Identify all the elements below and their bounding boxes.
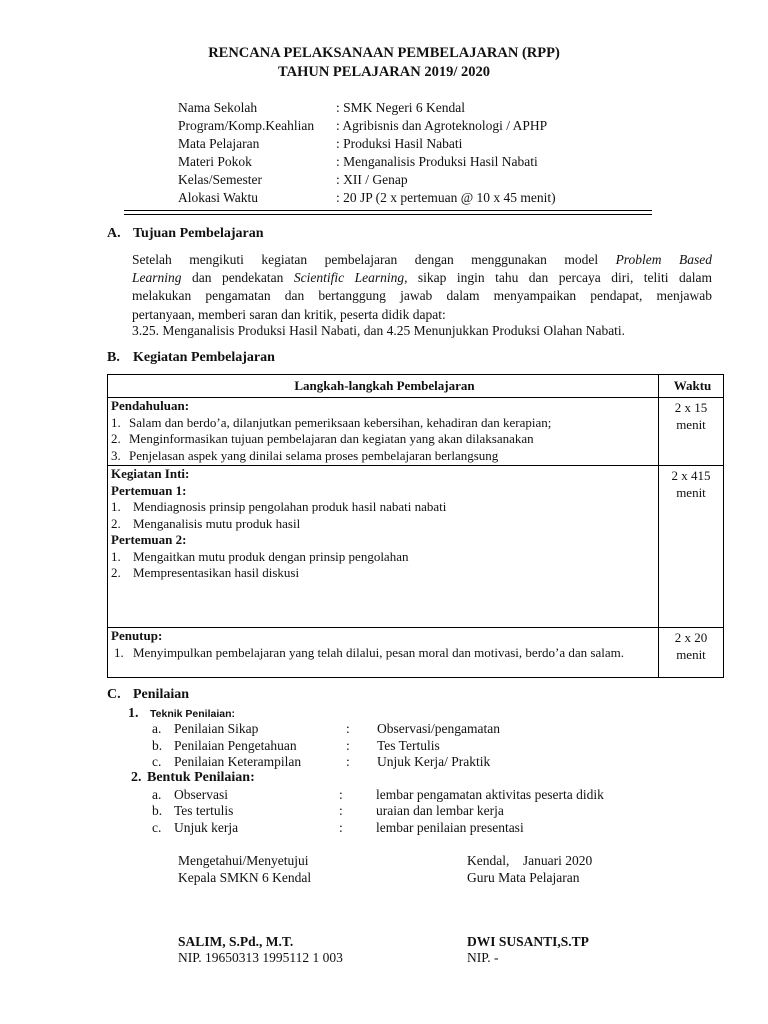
list-item (111, 645, 658, 662)
section-b-heading (107, 350, 275, 366)
item-separator: : (339, 787, 343, 802)
principal-name: SALIM, S.Pd., M.T. (178, 934, 294, 949)
item-separator: : (339, 803, 343, 818)
item-text: Mendiagnosis prinsip pengolahan produk hasil nabati nabati (133, 499, 447, 514)
column-header-time: Waktu (659, 375, 724, 398)
text-italic: Problem Based (615, 252, 713, 267)
item-number: 2. (111, 565, 121, 580)
item-text: Menganalisis mutu produk hasil (133, 515, 301, 531)
item-label: Penilaian Pengetahuan (174, 738, 297, 753)
time-unit: menit (676, 485, 706, 500)
principal-title: Kepala SMKN 6 Kendal (178, 870, 312, 885)
activities-table (107, 374, 724, 678)
item-letter: b. (152, 803, 163, 818)
place-date: Kendal, Januari 2020 (467, 853, 593, 868)
table-header-row (108, 375, 724, 398)
item-value: lembar pengamatan aktivitas peserta didik (376, 787, 604, 802)
identity-value: : XII / Genap (336, 172, 408, 187)
list-item (111, 549, 658, 566)
item-label: Unjuk kerja (174, 820, 239, 835)
assessment-form-item (152, 787, 604, 803)
text-italic: Scientific Learning, (293, 270, 408, 286)
steps-cell (108, 628, 659, 678)
approval-label: Mengetahui/Menyetujui (178, 853, 309, 868)
section-title: Penilaian (133, 687, 190, 702)
item-value: Unjuk Kerja/ Praktik (377, 754, 491, 769)
list-item (111, 415, 658, 432)
item-letter: a. (152, 787, 162, 802)
item-text: Penjelasan aspek yang dinilai selama proses pembelajaran berlangsung (129, 447, 499, 463)
column-header-steps: Langkah-langkah Pembelajaran (108, 375, 659, 398)
section-title: Kegiatan Pembelajaran (133, 350, 275, 365)
list-item (111, 431, 658, 448)
objective-paragraph (132, 251, 712, 324)
list-item (111, 499, 658, 516)
item-number: 1. (111, 548, 121, 564)
item-text: Menginformasikan tujuan pembelajaran dan kegiatan yang akan dilaksanakan (129, 431, 534, 446)
identity-label: Mata Pelajaran (178, 136, 260, 151)
subsection-title: Teknik Penilaian: (150, 708, 235, 720)
text-italic: Learning (132, 270, 182, 286)
teacher-title: Guru Mata Pelajaran (467, 870, 580, 885)
teacher-name: DWI SUSANTI,S.TP (467, 934, 589, 949)
time-cell (659, 628, 724, 678)
item-value: Tes Tertulis (377, 738, 440, 753)
item-value: uraian dan lembar kerja (376, 803, 504, 818)
identity-row-time (178, 189, 556, 207)
time-cell (659, 466, 724, 628)
item-letter: b. (152, 738, 163, 753)
meeting-heading: Pertemuan 2: (111, 532, 187, 547)
identity-label: Program/Komp.Keahlian (178, 118, 315, 133)
identity-value: : SMK Negeri 6 Kendal (336, 100, 465, 115)
item-number: 1. (111, 499, 121, 514)
section-letter: B. (107, 350, 120, 365)
list-item (111, 565, 658, 582)
identity-row-subject (178, 135, 462, 153)
objective-line-2 (132, 269, 712, 287)
item-text: Mempresentasikan hasil diskusi (133, 565, 300, 580)
item-separator: : (346, 754, 350, 769)
table-row-pendahuluan (108, 398, 724, 466)
assessment-item (152, 754, 490, 770)
item-number: 1. (114, 644, 124, 660)
objective-line-3: melakukan pengamatan dan bertanggung jawab dalam menyampaikan pendapat, menjawab (132, 288, 712, 304)
identity-row-school (178, 99, 465, 117)
identity-row-class (178, 171, 408, 189)
objective-line-4: pertanyaan, memberi saran dan kritik, peserta didik dapat: (132, 306, 446, 322)
time-unit: menit (676, 647, 706, 662)
assessment-form-item (152, 803, 504, 819)
identity-value: : Agribisnis dan Agroteknologi / APHP (336, 118, 548, 133)
identity-value: : 20 JP (2 x pertemuan @ 10 x 45 menit) (336, 190, 556, 205)
steps-cell (108, 466, 659, 628)
list-item (111, 516, 658, 533)
teacher-nip: NIP. - (467, 950, 499, 965)
table-row-penutup (108, 628, 724, 678)
divider-rule-top (124, 210, 652, 211)
identity-label: Materi Pokok (178, 154, 252, 169)
objective-line-1 (132, 251, 712, 269)
time-value: 2 x 15 (674, 400, 708, 415)
item-number: 1. (128, 706, 139, 721)
divider-rule-bottom (124, 214, 652, 215)
item-label: Penilaian Keterampilan (174, 754, 302, 769)
identity-value: : Produksi Hasil Nabati (336, 136, 463, 151)
item-separator: : (339, 820, 343, 835)
identity-row-topic (178, 153, 538, 171)
item-number: 2. (111, 431, 121, 446)
subsection-title: Bentuk Penilaian: (147, 770, 255, 785)
row-heading: Kegiatan Inti: (111, 466, 190, 481)
item-value: Observasi/pengamatan (377, 721, 500, 736)
time-value: 2 x 415 (671, 468, 711, 483)
item-label: Observasi (174, 787, 228, 802)
item-value: lembar penilaian presentasi (376, 820, 524, 835)
assessment-form-item (152, 820, 524, 836)
list-item (111, 448, 658, 465)
item-number: 2. (111, 515, 121, 531)
time-unit: menit (676, 417, 706, 432)
item-number: 1. (111, 414, 121, 430)
document-title: RENCANA PELAKSANAAN PEMBELAJARAN (RPP) (208, 45, 560, 61)
item-letter: a. (152, 721, 162, 736)
steps-cell (108, 398, 659, 466)
assessment-item (152, 738, 440, 754)
time-cell (659, 398, 724, 466)
identity-value: : Menganalisis Produksi Hasil Nabati (336, 154, 538, 169)
row-heading: Pendahuluan: (111, 398, 190, 413)
assessment-technique-heading (128, 705, 235, 722)
identity-label: Nama Sekolah (178, 100, 258, 115)
text: sikap ingin tahu dan percaya diri, teliti dalam (407, 270, 712, 286)
item-number: 2. (131, 770, 142, 785)
item-letter: c. (152, 754, 162, 769)
item-separator: : (346, 721, 350, 736)
section-letter: A. (107, 226, 121, 241)
text: dan pendekatan (181, 270, 294, 286)
item-label: Penilaian Sikap (174, 721, 259, 736)
item-number: 3. (111, 447, 121, 463)
section-letter: C. (107, 687, 121, 702)
meeting-heading: Pertemuan 1: (111, 482, 187, 498)
item-text: Menyimpulkan pembelajaran yang telah dilalui, pesan moral dan motivasi, berdo’a dan salam. (133, 644, 624, 660)
item-label: Tes tertulis (174, 803, 234, 818)
item-letter: c. (152, 820, 162, 835)
competency-line: 3.25. Menganalisis Produksi Hasil Nabati, dan 4.25 Menunjukkan Produksi Olahan Nabati. (132, 323, 626, 338)
assessment-item (152, 721, 500, 737)
identity-label: Alokasi Waktu (178, 190, 259, 205)
assessment-form-heading (131, 770, 255, 786)
item-text: Salam dan berdo’a, dilanjutkan pemeriksaan kebersihan, kehadiran dan kerapian; (129, 414, 552, 430)
table-row-inti (108, 466, 724, 628)
section-title: Tujuan Pembelajaran (133, 226, 264, 241)
academic-year: TAHUN PELAJARAN 2019/ 2020 (278, 64, 490, 80)
identity-row-program (178, 117, 547, 135)
principal-nip: NIP. 19650313 1995112 1 003 (178, 950, 343, 965)
item-text: Mengaitkan mutu produk dengan prinsip pengolahan (133, 548, 409, 564)
time-value: 2 x 20 (674, 630, 708, 645)
item-separator: : (346, 738, 350, 753)
section-a-heading (107, 226, 264, 242)
section-c-heading (107, 687, 189, 703)
identity-label: Kelas/Semester (178, 172, 262, 187)
text: Setelah mengikuti kegiatan pembelajaran dengan menggunakan model (132, 252, 616, 267)
row-heading: Penutup: (111, 628, 163, 643)
